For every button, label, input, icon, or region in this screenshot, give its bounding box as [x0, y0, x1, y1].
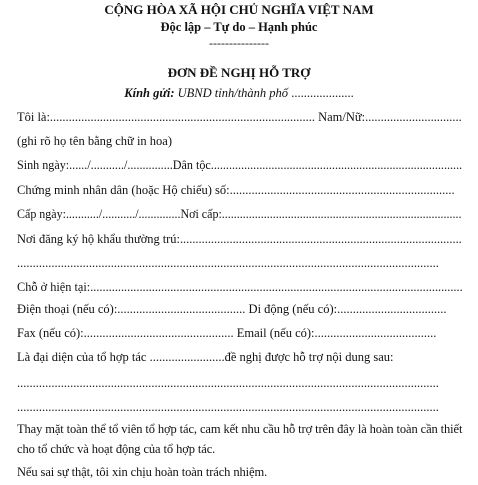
header-separator: ---------------	[209, 36, 269, 50]
birth-ethnicity-field[interactable]: Sinh ngày:....../.........../...............Dân tộc...................................................................................	[17, 158, 463, 172]
phone-mobile-field[interactable]: Điện thoại (nếu có):......................................... Di động (nếu có):...................................	[17, 302, 447, 316]
commitment-text-line-1: Thay mặt toàn thể tổ viên tổ hợp tác, cam kết nhu cầu hỗ trợ trên đây là hoàn toàn cần thiết	[17, 422, 463, 436]
representative-field[interactable]: Là đại diện của tổ hợp tác ........................đề nghị được hỗ trợ nội dung sau:	[17, 350, 394, 364]
form-title: ĐƠN ĐỀ NGHỊ HỖ TRỢ	[167, 65, 311, 80]
name-field[interactable]: Tôi là:..................................................................................... Nam/Nữ:...............................	[17, 110, 462, 124]
recipient-dots: ....................	[288, 86, 354, 100]
fax-email-field[interactable]: Fax (nếu có):................................................ Email (nếu có):.......................................	[17, 326, 437, 340]
current-address-field[interactable]: Chỗ ở hiện tại:.........................................................................................................................	[17, 280, 463, 294]
recipient-label: Kính gửi:	[124, 86, 175, 100]
national-motto: Độc lập – Tự do – Hạnh phúc	[160, 20, 318, 34]
name-note: (ghi rõ họ tên bằng chữ in hoa)	[17, 134, 172, 148]
request-content-line-1[interactable]: .......................................................................................................................................	[17, 376, 439, 390]
commitment-text-line-2: cho tổ chức và hoạt động của tổ hợp tác.	[17, 442, 216, 456]
liability-statement: Nếu sai sự thật, tôi xin chịu hoàn toàn trách nhiệm.	[17, 465, 268, 479]
country-name: CỘNG HÒA XÃ HỘI CHỦ NGHĨA VIỆT NAM	[104, 2, 374, 17]
id-number-field[interactable]: Chứng minh nhân dân (hoặc Hộ chiếu) số:........................................................................	[17, 183, 455, 197]
permanent-residence-continued[interactable]: .......................................................................................................................................	[17, 256, 439, 270]
issue-date-place-field[interactable]: Cấp ngày:.........../.........../..............Nơi cấp:................................................................................	[17, 207, 462, 221]
request-content-line-2[interactable]: .......................................................................................................................................	[17, 400, 439, 414]
permanent-residence-field[interactable]: Nơi đăng ký hộ khẩu thường trú:...........................................................................................	[17, 232, 462, 246]
recipient-line	[0, 86, 478, 101]
recipient-value: UBND tỉnh/thành phố	[177, 86, 289, 100]
